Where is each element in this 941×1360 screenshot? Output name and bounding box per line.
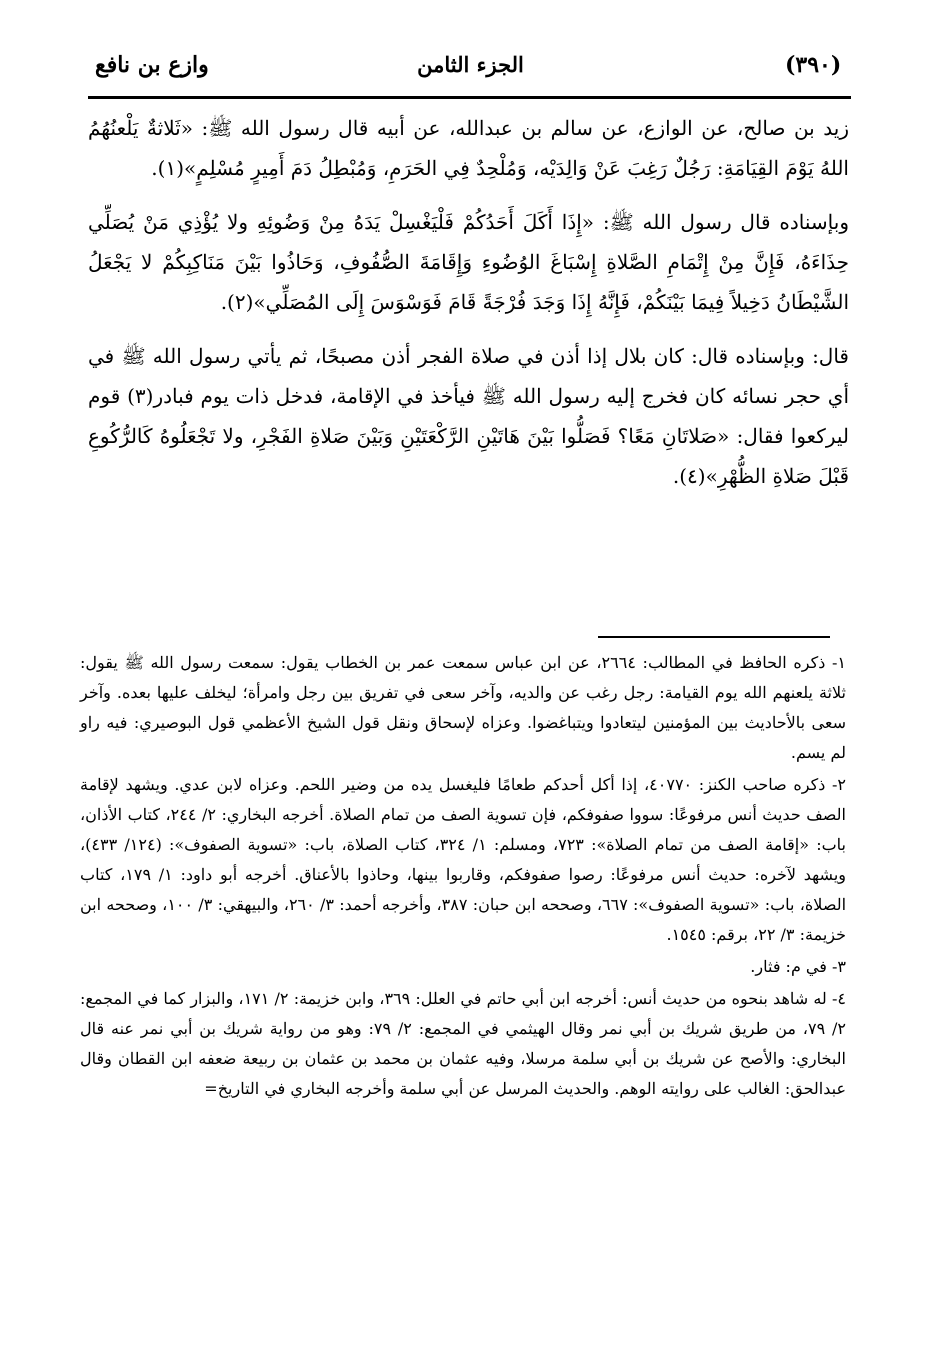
page-number: (٣٩٠): [785, 52, 842, 78]
footnotes: [80, 648, 846, 1106]
main-text: [88, 108, 849, 510]
footnote-2: ٢- ذكره صاحب الكنز: ٤٠٧٧٠، إذا أكل أحدكم طعامًا فليغسل يده من وضير اللحم. وعزاه لابن عدي. ويشهد لإقامة الصف حديث أنس مرفوعًا: سووا صفوفكم، فإن تسوية الصف من تمام الصلاة. أخرجه البخاري: ٢/ ٢٤٤، كتاب الأذان، باب: «إقامة الصف من تمام الصلاة»: ٧٢٣، ومسلم: ١/ ٣٢٤، كتاب الصلاة، باب: «تسوية الصفوف»: (١٢٤/ ٤٣٣)، ويشهد لآخره: حديث أنس مرفوعًا: رصوا صفوفكم، وقاربوا بينها، وحاذوا بالأعناق. أخرجه أبو داود: ١/ ١٧٩، كتاب الصلاة، باب: «تسوية الصفوف»: ٦٦٧، وصححه ابن حبان: ٣٨٧، وأخرجه أحمد: ٣/ ٢٦٠، والبيهقي: ٣/ ١٠٠، وصححه ابن خزيمة: ٣/ ٢٢، برقم: ١٥٤٥.: [80, 775, 847, 944]
header-rule: [88, 96, 851, 99]
running-title: وازع بن نافع: [95, 52, 209, 78]
footnote-3: ٣- في م: فثار.: [750, 957, 846, 976]
volume-title: الجزء الثامن: [417, 52, 524, 77]
footnote-1: ١- ذكره الحافظ في المطالب: ٢٦٦٤، عن ابن عباس سمعت عمر بن الخطاب يقول: سمعت رسول الله ﷺ يقول: ثلاثة يلعنهم الله يوم القيامة: رجل رغب عن والديه، وآخر سعى في تفريق بين رجل وامرأة؛ ليخلف عليها بعده. وآخر سعى بالأحاديث بين المؤمنين ليتعادوا ويتباغضوا. وعزاه لإسحاق ونقل قول الشيخ الأعظمي قول البوصيري: فيه راو لم يسم.: [80, 653, 846, 762]
footnote-4: ٤- له شاهد بنحوه من حديث أنس: أخرجه ابن أبي حاتم في العلل: ٣٦٩، وابن خزيمة: ٢/ ١٧١، والبزار كما في المجمع: ٢/ ٧٩، من طريق شريك بن أبي نمر وقال الهيثمي في المجمع: ٢/ ٧٩: وهو من رواية شريك بن أبي نمر عنه قال البخاري: والأصح عن شريك بن أبي سلمة مرسلا، وفيه عثمان بن محمد بن عثمان بن ربيعة ضعفه ابن القطان وقال عبدالحق: الغالب على روايته الوهم. والحديث المرسل عن أبي سلمة وأخرجه البخاري في التاريخ=: [80, 989, 846, 1098]
footnote-rule: [598, 636, 830, 638]
paragraph-1: زيد بن صالح، عن الوازع، عن سالم بن عبدالله، عن أبيه قال رسول الله ﷺ: «ثَلاثةٌ يَلْعنُهُمُ اللهُ يَوْمَ القِيَامَةِ: رَجُلٌ رَغِبَ عَنْ وَالِدَيْه، وَمُلْحِدٌ فِي الحَرَمِ، وَمُبْطِلُ دَمَ أَمِيرٍ مُسْلِمٍ»(١).: [88, 116, 849, 180]
paragraph-3: قال: وبإسناده قال: كان بلال إذا أذن في صلاة الفجر أذن مصبحًا، ثم يأتي رسول الله ﷺ في أي حجر نسائه كان فخرج إليه رسول الله ﷺ فيأخذ في الإقامة، فدخل ذات يوم فبادر(٣) قوم ليركعوا فقال: «صَلاتَانِ مَعًا؟ فَصَلُّوا بَيْنَ هَاتَيْنِ الرَّكْعَتَيْنِ وَبَيْنَ صَلاةِ الفَجْرِ، ولا تَجْعَلُوهُ كَالرُّكُوعِ قَبْلَ صَلاةِ الظُّهْرِ»(٤).: [88, 344, 850, 488]
paragraph-2: وبإسناده قال رسول الله ﷺ: «إِذَا أَكَلَ أَحَدُكُمْ فَلْيَغْسِلْ يَدَهُ مِنْ وَضُوئِهِ ولا يُؤْذِي مَنْ يُصَلِّي حِذَاءَهُ، فَإِنَّ مِنْ إِتْمَامِ الصَّلاةِ إِسْبَاغَ الوُضُوءِ وَإِقَامَةَ الصُّفُوفِ، وَحَاذُوا بَيْنَ مَنَاكِبِكُمْ لا يَجْعَلُ الشَّيْطَانُ دَخِيلاً فِيمَا بَيْنَكُمْ، فَإِنَّهُ إِذَا وَجَدَ فُرْجَةً قَامَ فَوَسْوَسَ إِلَى المُصَلِّي»(٢).: [88, 210, 850, 314]
